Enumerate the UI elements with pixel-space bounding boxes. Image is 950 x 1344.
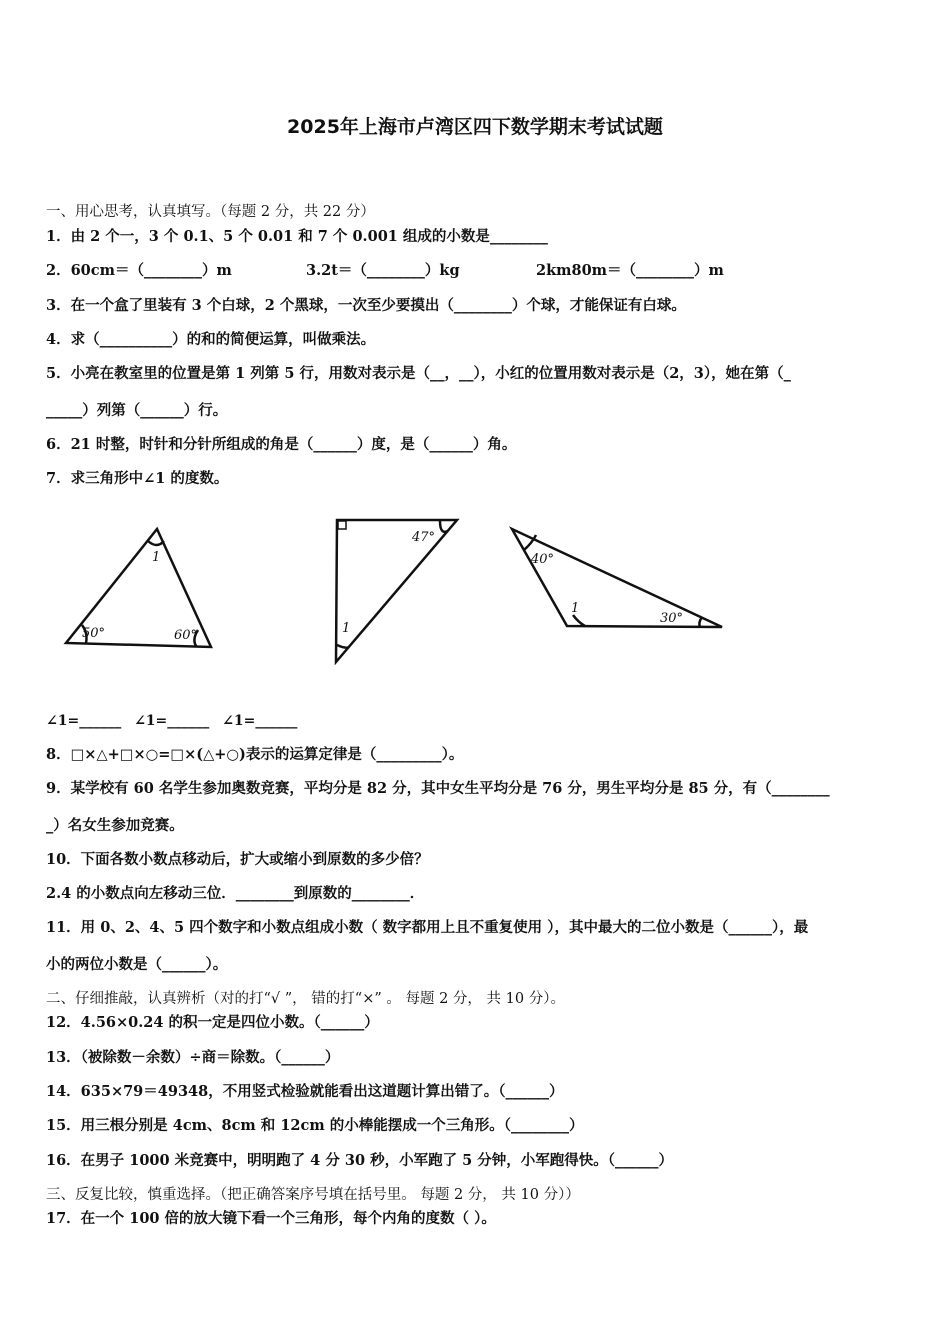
triangle-3-right-arc bbox=[699, 617, 702, 627]
section-3-heading: 三、反复比较，慎重选择。（把正确答案序号填在括号里。 每题 2 分， 共 10 分）） bbox=[46, 1187, 580, 1203]
t1-label-60: 60° bbox=[174, 628, 198, 643]
triangles-figure bbox=[40, 505, 740, 685]
question-9-line1: 9．某学校有 60 名学生参加奥数竞赛，平均分是 82 分，其中女生平均分是 76 分，男生平均分是 85 分，有（________ bbox=[46, 780, 830, 797]
t3-label-1: 1 bbox=[571, 601, 580, 616]
t2-label-1: 1 bbox=[342, 621, 351, 636]
question-1: 1．由 2 个一，3 个 0.1、5 个 0.01 和 7 个 0.001 组成的小数是________ bbox=[46, 228, 548, 245]
question-5-line1: 5．小亮在教室里的位置是第 1 列第 5 行，用数对表示是（__，__），小红的位置用数对表示是（2，3），她在第（_ bbox=[46, 365, 791, 382]
t3-label-30: 30° bbox=[660, 611, 684, 626]
question-2b: 3.2t＝（________）kg bbox=[306, 262, 460, 279]
question-14: 14．635×79＝49348，不用竖式检验就能看出这道题计算出错了。（______） bbox=[46, 1083, 564, 1100]
section-2-heading: 二、仔细推敲，认真辨析（对的打“√ ”， 错的打“×” 。 每题 2 分， 共 10 分）。 bbox=[46, 991, 565, 1007]
question-12: 12．4.56×0.24 的积一定是四位小数。（______） bbox=[46, 1014, 379, 1031]
right-angle-mark bbox=[338, 521, 346, 529]
question-5-line2: _____）列第（______）行。 bbox=[46, 402, 228, 419]
answer-blank-2: ∠1=______ bbox=[134, 713, 210, 729]
question-13: 13．（被除数－余数）÷商＝除数。（______） bbox=[46, 1049, 340, 1066]
question-10-sub: 2.4 的小数点向左移动三位．________到原数的________． bbox=[46, 885, 425, 902]
question-2c: 2km80m＝（________）m bbox=[536, 262, 724, 279]
question-7-answers bbox=[46, 711, 297, 731]
question-15: 15．用三根分别是 4cm、8cm 和 12cm 的小棒能摆成一个三角形。（________） bbox=[46, 1117, 584, 1134]
question-16: 16．在男子 1000 米竞赛中，明明跑了 4 分 30 秒，小军跑了 5 分钟，小军跑得快。（______） bbox=[46, 1152, 674, 1169]
triangle-2 bbox=[336, 520, 457, 662]
t3-label-40: 40° bbox=[531, 552, 555, 567]
question-7: 7．求三角形中∠1 的度数。 bbox=[46, 470, 229, 487]
question-10: 10．下面各数小数点移动后，扩大或缩小到原数的多少倍？ bbox=[46, 851, 429, 868]
question-6: 6．21 时整，时针和分针所组成的角是（______）度，是（______）角。 bbox=[46, 436, 517, 453]
triangle-3-mid-arc bbox=[573, 615, 585, 626]
question-4: 4．求（__________）的和的简便运算，叫做乘法。 bbox=[46, 331, 376, 348]
section-1-heading: 一、用心思考，认真填写。（每题 2 分，共 22 分） bbox=[46, 204, 375, 220]
triangle-2-bottom-arc bbox=[337, 645, 349, 648]
question-11-line2: 小的两位小数是（______）。 bbox=[46, 956, 228, 973]
t2-label-47: 47° bbox=[412, 530, 436, 545]
question-3: 3．在一个盒了里装有 3 个白球，2 个黑球，一次至少要摸出（________）个球，才能保证有白球。 bbox=[46, 297, 686, 314]
triangle-2-top-arc bbox=[440, 521, 448, 532]
question-11-line1: 11．用 0、2、4、5 四个数字和小数点组成小数（ 数字都用上且不重复使用 ），其中最大的二位小数是（______），最 bbox=[46, 919, 809, 936]
question-2a: 2．60cm＝（________）m bbox=[46, 262, 232, 279]
triangle-3 bbox=[512, 529, 722, 627]
answer-blank-3: ∠1=______ bbox=[222, 713, 298, 729]
question-17: 17．在一个 100 倍的放大镜下看一个三角形，每个内角的度数（ ）。 bbox=[46, 1210, 496, 1227]
question-8: 8．□×△+□×○=□×(△+○)表示的运算定律是（_________）。 bbox=[46, 746, 464, 763]
answer-blank-1: ∠1=______ bbox=[46, 713, 122, 729]
page-title: 2025年上海市卢湾区四下数学期末考试试题 bbox=[287, 116, 663, 138]
t1-label-50: 50° bbox=[82, 626, 106, 641]
t1-label-1: 1 bbox=[152, 550, 161, 565]
question-9-line2: _）名女生参加竞赛。 bbox=[46, 817, 184, 834]
